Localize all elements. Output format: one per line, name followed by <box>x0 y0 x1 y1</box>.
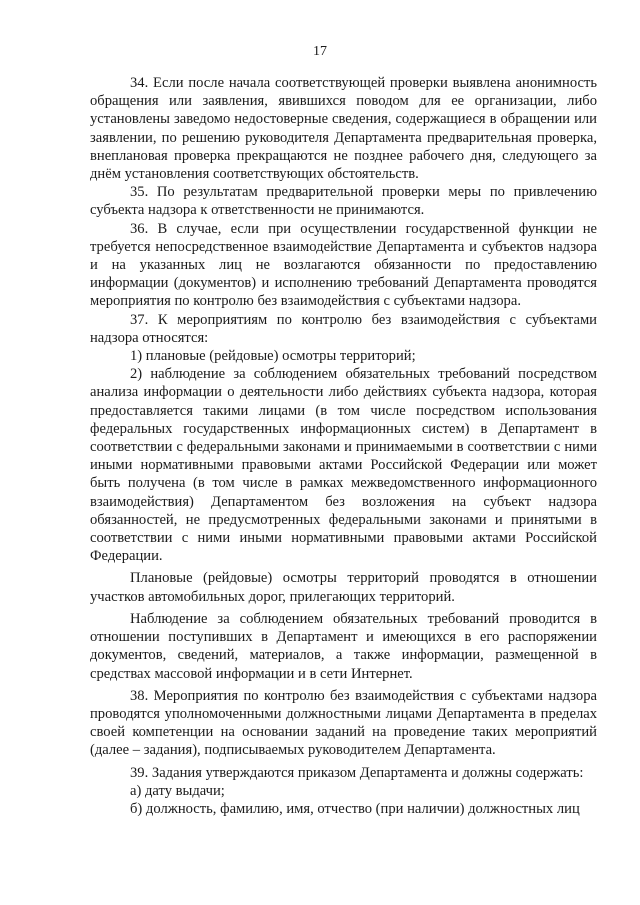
paragraph-observation: Наблюдение за соблюдением обязательных требований проводится в отношении поступивших в Департамент и имеющихся в его распоряжении документов, сведений, материалов, а также информации, размещенной в средствах массовой информации и в сети Интернет. <box>90 610 597 682</box>
page-number: 17 <box>313 44 327 59</box>
paragraph-39: 39. Задания утверждаются приказом Департамента и должны содержать: <box>130 764 584 781</box>
paragraph-38: 38. Мероприятия по контролю без взаимодействия с субъектами надзора проводятся уполномоченными должностными лицами Департамента в пределах своей компетенции на основании заданий на проведение таких мероприятий (далее – задания), подписываемых руководителем Департамента. <box>90 687 597 759</box>
list-item-2: 2) наблюдение за соблюдением обязательных требований посредством анализа информации о деятельности либо действиях субъекта надзора, которая предоставляется такими лицами (в том числе посредством использования федеральных государственных информационных систем) в Департамент в соответствии с федеральными законами и принимаемыми в соответствии с ними иными нормативными правовыми актами Российской Федерации или может быть получена (в том числе в рамках межведомственного информационного взаимодействия) Департаментом без возложения на субъект надзора обязанностей, не предусмотренных федеральными законами и принятыми в соответствии с ними иными нормативными правовыми актами Российской Федерации. <box>90 366 597 565</box>
list-item-a: а) дату выдачи; <box>130 782 225 799</box>
paragraph-37: 37. К мероприятиям по контролю без взаимодействия с субъектами надзора относятся: <box>90 311 597 346</box>
paragraph-35: 35. По результатам предварительной проверки меры по привлечению субъекта надзора к ответственности не принимаются. <box>90 184 597 219</box>
list-item-b: б) должность, фамилию, имя, отчество (при наличии) должностных лиц <box>130 800 580 817</box>
paragraph-raid-inspections: Плановые (рейдовые) осмотры территорий проводятся в отношении участков автомобильных дорог, прилегающих территорий. <box>90 570 597 605</box>
paragraph-34: 34. Если после начала соответствующей проверки выявлена анонимность обращения или заявления, явившихся поводом для ее организации, либо установлены заведомо недостоверные сведения, содержащиеся в обращении или заявлении, по решению руководителя Департамента предварительная проверка, внеплановая проверка прекращаются не позднее рабочего дня, следующего за днём установления соответствующих обстоятельств. <box>90 75 597 183</box>
paragraph-36: 36. В случае, если при осуществлении государственной функции не требуется непосредственное взаимодействие Департамента и субъектов надзора и на указанных лиц не возлагаются обязанности по предоставлению информации (документов) и исполнению требований Департамента проводятся мероприятия по контролю без взаимодействия с субъектами надзора. <box>90 220 597 310</box>
list-item-1: 1) плановые (рейдовые) осмотры территорий; <box>130 348 416 365</box>
document-body <box>90 74 597 818</box>
